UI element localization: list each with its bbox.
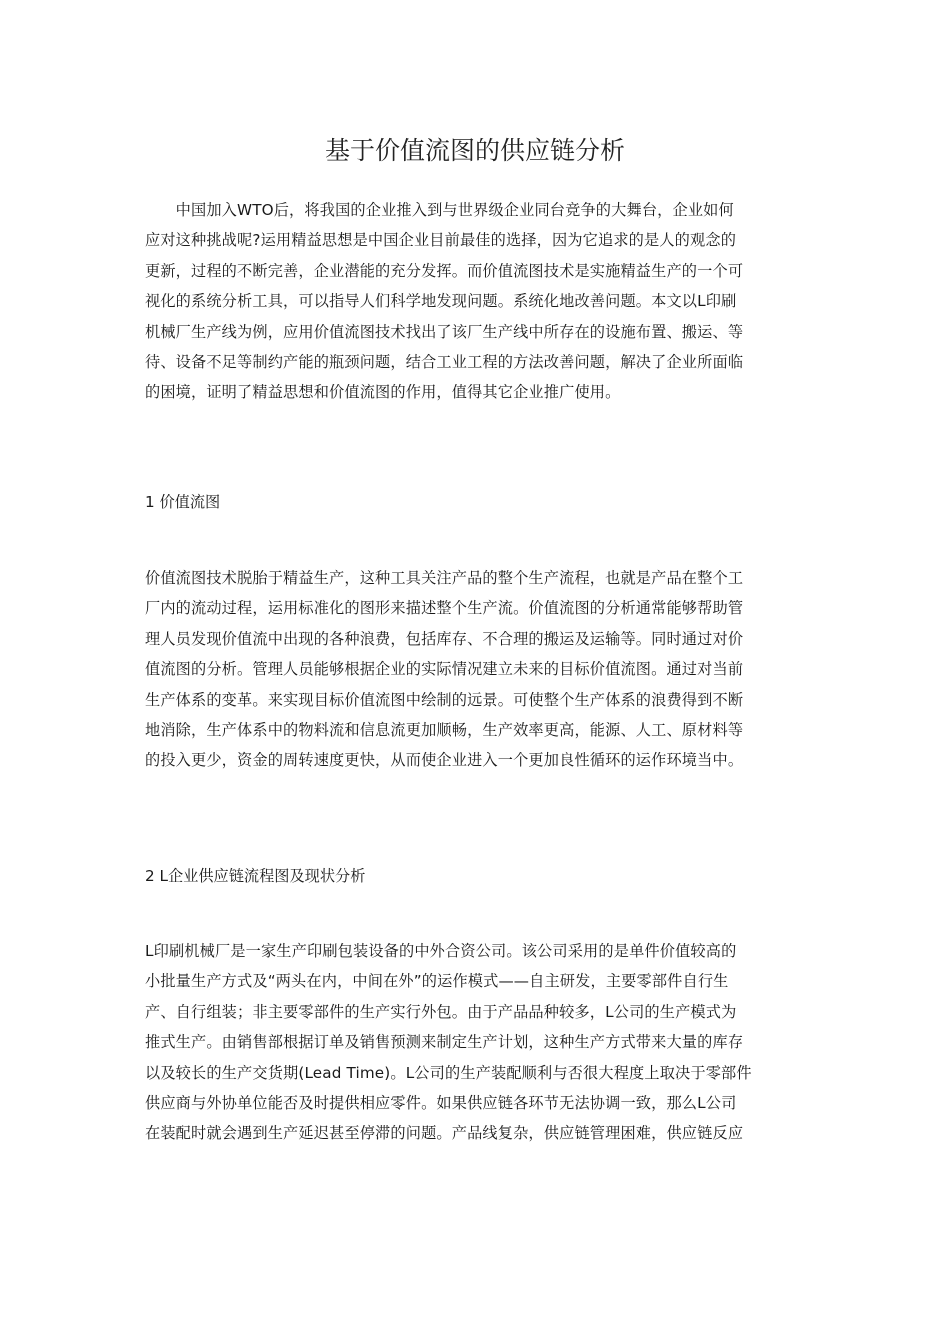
paragraph-line: L印刷机械厂是一家生产印刷包装设备的中外合资公司。该公司采用的是单件价值较高的 xyxy=(145,942,737,960)
paragraph-line: 视化的系统分析工具，可以指导人们科学地发现问题。系统化地改善问题。本文以L印刷 xyxy=(145,292,737,311)
paragraph-line: 厂内的流动过程，运用标准化的图形来描述整个生产流。价值流图的分析通常能够帮助管 xyxy=(145,599,744,618)
document-title: 基于价值流图的供应链分析 xyxy=(324,136,625,165)
paragraph-line: 推式生产。由销售部根据订单及销售预测来制定生产计划，这种生产方式带来大量的库存 xyxy=(145,1033,744,1052)
paragraph-line: 中国加入WTO后，将我国的企业推入到与世界级企业同台竞争的大舞台，企业如何 xyxy=(145,201,734,219)
paragraph-line: 的投入更少，资金的周转速度更快，从而使企业进入一个更加良性循环的运作环境当中。 xyxy=(145,751,744,770)
paragraph-line: 供应商与外协单位能否及时提供相应零件。如果供应链各环节无法协调一致，那么L公司 xyxy=(145,1093,737,1112)
paragraph-line: 待、设备不足等制约产能的瓶颈问题，结合工业工程的方法改善问题，解决了企业所面临 xyxy=(145,352,744,371)
paragraph-line: 价值流图技术脱胎于精益生产，这种工具关注产品的整个生产流程，也就是产品在整个工 xyxy=(145,569,744,587)
section-2-paragraph xyxy=(145,936,809,1149)
paragraph-line: 理人员发现价值流中出现的各种浪费，包括库存、不合理的搬运及运输等。同时通过对价 xyxy=(145,629,744,648)
paragraph-line: 值流图的分析。管理人员能够根据企业的实际情况建立未来的目标价值流图。通过对当前 xyxy=(145,660,744,679)
section-heading-1: 1 价值流图 xyxy=(145,493,221,511)
intro-paragraph xyxy=(145,195,809,408)
paragraph-line: 机械厂生产线为例，应用价值流图技术找出了该厂生产线中所存在的设施布置、搬运、等 xyxy=(145,322,744,341)
paragraph-line: 在装配时就会遇到生产延迟甚至停滞的问题。产品线复杂，供应链管理困难，供应链反应 xyxy=(145,1124,744,1143)
paragraph-line: 小批量生产方式及“两头在内，中间在外”的运作模式——自主研发，主要零部件自行生 xyxy=(145,972,729,991)
paragraph-line: 的困境，证明了精益思想和价值流图的作用，值得其它企业推广使用。 xyxy=(145,383,621,402)
paragraph-line: 地消除，生产体系中的物料流和信息流更加顺畅，生产效率更高，能源、人工、原材料等 xyxy=(145,720,744,739)
section-heading-2: 2 L企业供应链流程图及现状分析 xyxy=(145,867,366,885)
paragraph-line: 更新，过程的不断完善，企业潜能的充分发挥。而价值流图技术是实施精益生产的一个可 xyxy=(145,261,744,280)
paragraph-line: 以及较长的生产交货期(Lead Time)。L公司的生产装配顺利与否很大程度上取决于零部件 xyxy=(145,1063,752,1082)
paragraph-line: 产、自行组装；非主要零部件的生产实行外包。由于产品品种较多，L公司的生产模式为 xyxy=(145,1002,737,1021)
paragraph-line: 应对这种挑战呢?运用精益思想是中国企业目前最佳的选择，因为它追求的是人的观念的 xyxy=(145,231,737,250)
paragraph-line: 生产体系的变革。来实现目标价值流图中绘制的远景。可使整个生产体系的浪费得到不断 xyxy=(145,690,744,709)
section-1-paragraph xyxy=(145,563,809,776)
